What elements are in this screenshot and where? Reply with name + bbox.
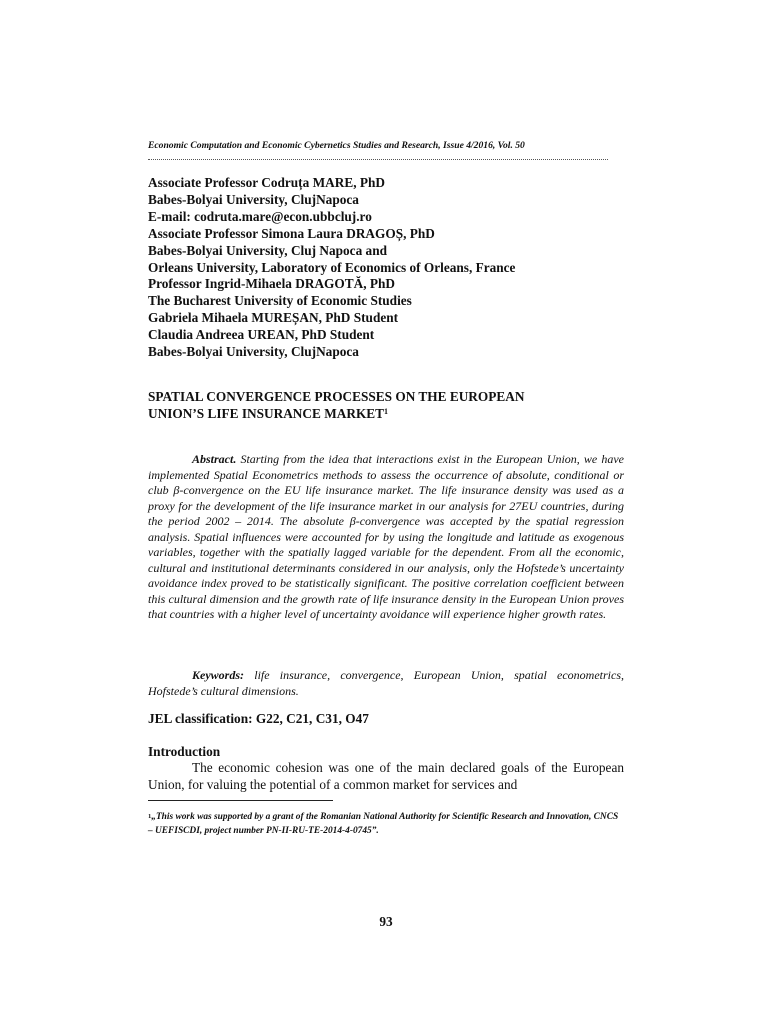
author-line: E-mail: codruta.mare@econ.ubbcluj.ro [148, 208, 372, 224]
abstract-label: Abstract. [192, 452, 237, 466]
journal-header: Economic Computation and Economic Cybernetics Studies and Research, Issue 4/2016, Vol. 50 [148, 140, 525, 151]
author-line: Professor Ingrid-Mihaela DRAGOTĂ, PhD [148, 276, 395, 292]
footnote-rule [148, 800, 333, 801]
keywords-label: Keywords: [192, 668, 244, 682]
page-number: 93 [379, 914, 393, 929]
introduction-heading: Introduction [148, 744, 221, 759]
footnote-text: „This work was supported by a grant of the Romanian National Authority for Scientific Research and Innovation, CNCS – UEFISCDI, project number PN-II-RU-TE-2014-4-0745”. [148, 812, 619, 836]
author-line: Associate Professor Simona Laura DRAGOȘ, PhD [148, 225, 435, 241]
title-line-2 [148, 406, 624, 423]
author-line: Babes-Bolyai University, Cluj Napoca and [148, 242, 387, 258]
author-line: The Bucharest University of Economic Studies [148, 293, 412, 309]
footnote-mark: 1 [148, 813, 152, 820]
author-line: Babes-Bolyai University, ClujNapoca [148, 344, 359, 360]
introduction-text: The economic cohesion was one of the main declared goals of the European Union, for valuing the potential of a common market for services and [148, 760, 624, 792]
author-line: Claudia Andreea UREAN, PhD Student [148, 327, 375, 343]
paper-title [148, 389, 624, 422]
keywords [148, 668, 624, 699]
abstract [148, 452, 624, 623]
keywords-text: life insurance, convergence, European Union, spatial econometrics, Hofstede’s cultural dimensions. [148, 668, 624, 698]
title-footnote-mark: 1 [384, 406, 389, 416]
footnote [148, 810, 624, 838]
author-line: Gabriela Mihaela MUREȘAN, PhD Student [148, 310, 399, 326]
author-line: Orleans University, Laboratory of Economics of Orleans, France [148, 259, 516, 275]
abstract-text: Starting from the idea that interactions exist in the European Union, we have implemented Spatial Econometrics methods to assess the occurrence of absolute, conditional or club β-convergence on the EU life insurance market. The life insurance density was used as a proxy for the development of the life insurance market in our analysis for 27EU countries, during the period 2002 – 2014. The absolute β-convergence was accepted by the spatial regression analysis. Spatial influences were accounted for by using the longitude and latitude as exogenous variables, together with the spatially lagged variable for the dependent. From all the economic, cultural and institutional determinants considered in our analysis, only the Hofstede’s uncertainty avoidance index proved to be statistically significant. The positive correlation coefficient between this cultural dimension and the growth rate of life insurance density in the European Union proves that countries with a higher level of uncertainty avoidance will experience higher growth rates. [148, 452, 625, 622]
author-line: Babes-Bolyai University, ClujNapoca [148, 191, 359, 207]
author-block [148, 175, 624, 361]
title-line-2-text: UNION’S LIFE INSURANCE MARKET [148, 405, 385, 421]
header-rule [148, 159, 608, 160]
title-line-1: SPATIAL CONVERGENCE PROCESSES ON THE EUROPEAN [148, 389, 525, 404]
author-line: Associate Professor Codruța MARE, PhD [148, 175, 385, 190]
jel-classification: JEL classification: G22, C21, C31, O47 [148, 711, 369, 726]
